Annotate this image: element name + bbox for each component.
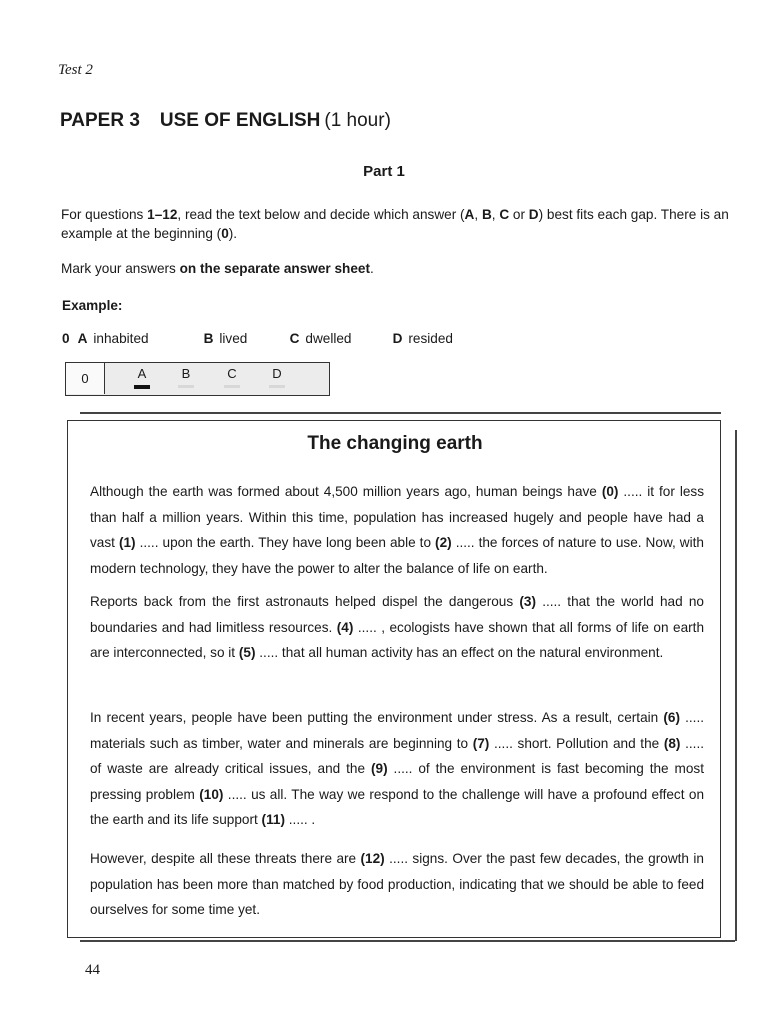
answer-mark-filled	[134, 385, 150, 389]
example-number: 0	[62, 331, 70, 346]
example-option-d: D resided	[392, 331, 453, 346]
paper-duration: (1 hour)	[324, 110, 391, 131]
answer-bubble-a: A	[132, 366, 152, 389]
passage-paragraph-2: Reports back from the first astronauts helped dispel the dangerous (3) ..... that the world had no boundaries and had limitless resources. (4) ..... , ecologists have shown that all forms of life on earth are interconnected, so it (5) ..... that all human activity has an effect on the natural environment.	[90, 594, 705, 660]
answer-box-question-number: 0	[66, 363, 105, 394]
paper-name: USE OF ENGLISH	[159, 110, 321, 131]
passage-paragraph-3: In recent years, people have been putting the environment under stress. As a result, certain (6) ..... materials such as timber, water and minerals are beginning to (7) ..... short. Pollution and the (8) ..... of waste are already critical issues, and the (9) ..... of the environment is fast becoming the most pressing problem (10) ..... us all. The way we respond to the challenge will have a profound effect on the earth and its life support (11) ..... .	[90, 710, 705, 827]
instructions-answer-sheet: Mark your answers on the separate answer sheet.	[61, 261, 374, 276]
example-answer-box	[65, 362, 330, 396]
test-label: Test 2	[58, 62, 93, 78]
passage-paragraph-4: However, despite all these threats there are (12) ..... signs. Over the past few decades, the growth in population has been more than matched by food production, indicating that we should be able to feed ourselves for some time yet.	[90, 851, 704, 917]
paper-title	[60, 110, 391, 132]
box-shadow-bottom	[80, 940, 735, 942]
answer-bubble-d: D	[267, 366, 287, 388]
example-option-b: B lived	[203, 331, 248, 346]
example-label: Example:	[62, 298, 123, 313]
passage-paragraph-1: Although the earth was formed about 4,500 million years ago, human beings have (0) ..... it for less than half a million years. Within this time, population has increased hugely and people have had a vast (1) ..... upon the earth. They have long been able to (2) ..... the forces of nature to use. Now, with modern technology, they have the power to alter the balance of life on earth.	[90, 484, 704, 576]
answer-bubble-c: C	[222, 366, 242, 388]
page-number: 44	[85, 962, 100, 978]
example-option-c: C dwelled	[289, 331, 352, 346]
instructions-questions: For questions 1–12, read the text below and decide which answer (A, B, C or D) best fits each gap. There is an example at the beginning (0).	[61, 207, 729, 241]
passage-box	[67, 420, 721, 938]
box-shadow-right	[735, 430, 737, 941]
example-options	[62, 331, 453, 346]
example-option-a: A inhabited	[77, 331, 149, 346]
part-label: Part 1	[363, 163, 405, 180]
answer-bubble-b: B	[176, 366, 196, 388]
paper-number: PAPER 3	[60, 110, 140, 131]
passage-title: The changing earth	[307, 433, 483, 454]
box-shadow-top	[80, 412, 721, 414]
